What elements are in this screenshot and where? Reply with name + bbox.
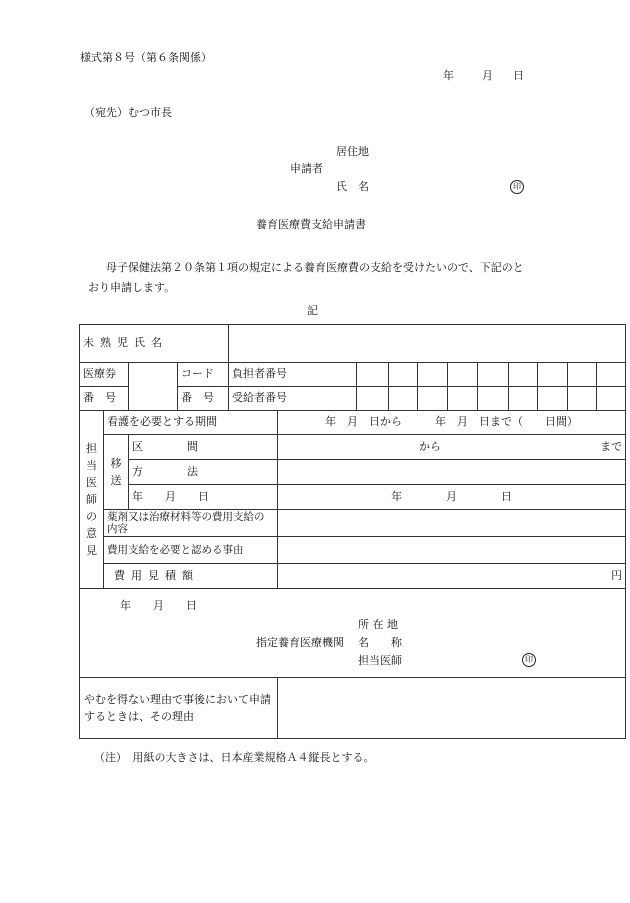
date-day: 日: [513, 69, 524, 82]
recipient-digit[interactable]: [509, 387, 538, 411]
intro-line-2: おり申請します。: [88, 281, 176, 294]
certification-block: [80, 589, 626, 678]
application-table: [79, 324, 626, 739]
seal-mark: 印: [510, 180, 524, 194]
late-reason-label: やむを得ない理由で事後において申請するときは、その理由: [80, 678, 278, 739]
late-reason-field[interactable]: [278, 678, 626, 739]
applicant-label: 申請者: [290, 162, 323, 175]
payer-digit[interactable]: [418, 363, 448, 387]
doctor-opinion-label: 担当医師の意見: [80, 411, 104, 589]
document-title: 養育医療費支給申請書: [256, 218, 366, 231]
payer-digit[interactable]: [448, 363, 478, 387]
doctor-seal: 印: [522, 653, 536, 667]
payer-digit[interactable]: [357, 363, 389, 387]
recipient-digit[interactable]: [357, 387, 389, 411]
payer-digit[interactable]: [597, 363, 626, 387]
section-field[interactable]: [278, 435, 626, 460]
infant-name-field[interactable]: [229, 325, 626, 363]
drug-cost-label: 薬剤又は治療材料等の費用支給の内容: [104, 510, 278, 537]
infant-name-label: 未熟児氏名: [80, 325, 229, 363]
ticket-number-field[interactable]: [129, 363, 178, 411]
name-label: 氏 名: [336, 180, 369, 193]
payer-number-label: 負担者番号: [229, 363, 357, 387]
footnote: （注） 用紙の大きさは、日本産業規格Ａ４縦長とする。: [94, 751, 375, 764]
form-number: 様式第８号（第６条関係）: [80, 51, 212, 64]
recipient-digit[interactable]: [538, 387, 568, 411]
recipient-number-label: 受給者番号: [229, 387, 357, 411]
reason-label: 費用支給を必要と認める事由: [104, 537, 278, 564]
institution-label: 指定養育医療機関: [256, 636, 344, 649]
recipient-digit[interactable]: [478, 387, 509, 411]
addressee: （宛先）むつ市長: [84, 106, 172, 119]
doctor-label: 担当医師: [358, 654, 402, 667]
care-period-label: 看護を必要とする期間: [104, 411, 278, 435]
payer-digit[interactable]: [538, 363, 568, 387]
payer-digit[interactable]: [568, 363, 597, 387]
section-from: から: [419, 440, 441, 453]
code-label-1: コード: [178, 363, 229, 387]
payer-digit[interactable]: [389, 363, 418, 387]
drug-cost-field[interactable]: [278, 510, 626, 537]
intro-line-1: 母子保健法第２０条第１項の規定による養育医療費の支給を受けたいので、下記のと: [106, 261, 524, 274]
location-label: 所 在 地: [358, 618, 398, 631]
recipient-digit[interactable]: [418, 387, 448, 411]
transfer-date-label: 年 月 日: [129, 485, 278, 510]
recipient-digit[interactable]: [389, 387, 418, 411]
ticket-label-2: 番 号: [80, 387, 129, 411]
cert-date: 年 月 日: [120, 599, 197, 612]
date-month: 月: [482, 69, 493, 82]
ticket-label-1: 医療券: [80, 363, 129, 387]
institution-name-label: 名 称: [358, 636, 402, 649]
care-period-field[interactable]: 年 月 日から 年 月 日まで（ 日間）: [278, 411, 626, 435]
transfer-label: 移送: [104, 435, 129, 510]
method-label: 方 法: [129, 460, 278, 485]
section-to: まで: [600, 440, 623, 453]
transfer-date-field[interactable]: 年 月 日: [278, 485, 626, 510]
recipient-digit[interactable]: [597, 387, 626, 411]
method-field[interactable]: [278, 460, 626, 485]
date-year: 年: [443, 69, 454, 82]
recipient-digit[interactable]: [568, 387, 597, 411]
reason-field[interactable]: [278, 537, 626, 564]
estimate-field[interactable]: 円: [278, 564, 626, 589]
payer-digit[interactable]: [509, 363, 538, 387]
ki-heading: 記: [307, 304, 318, 317]
address-label: 居住地: [336, 145, 369, 158]
code-label-2: 番 号: [178, 387, 229, 411]
estimate-label: 費用見積額: [104, 564, 278, 589]
recipient-digit[interactable]: [448, 387, 478, 411]
payer-digit[interactable]: [478, 363, 509, 387]
section-label: 区 間: [129, 435, 278, 460]
